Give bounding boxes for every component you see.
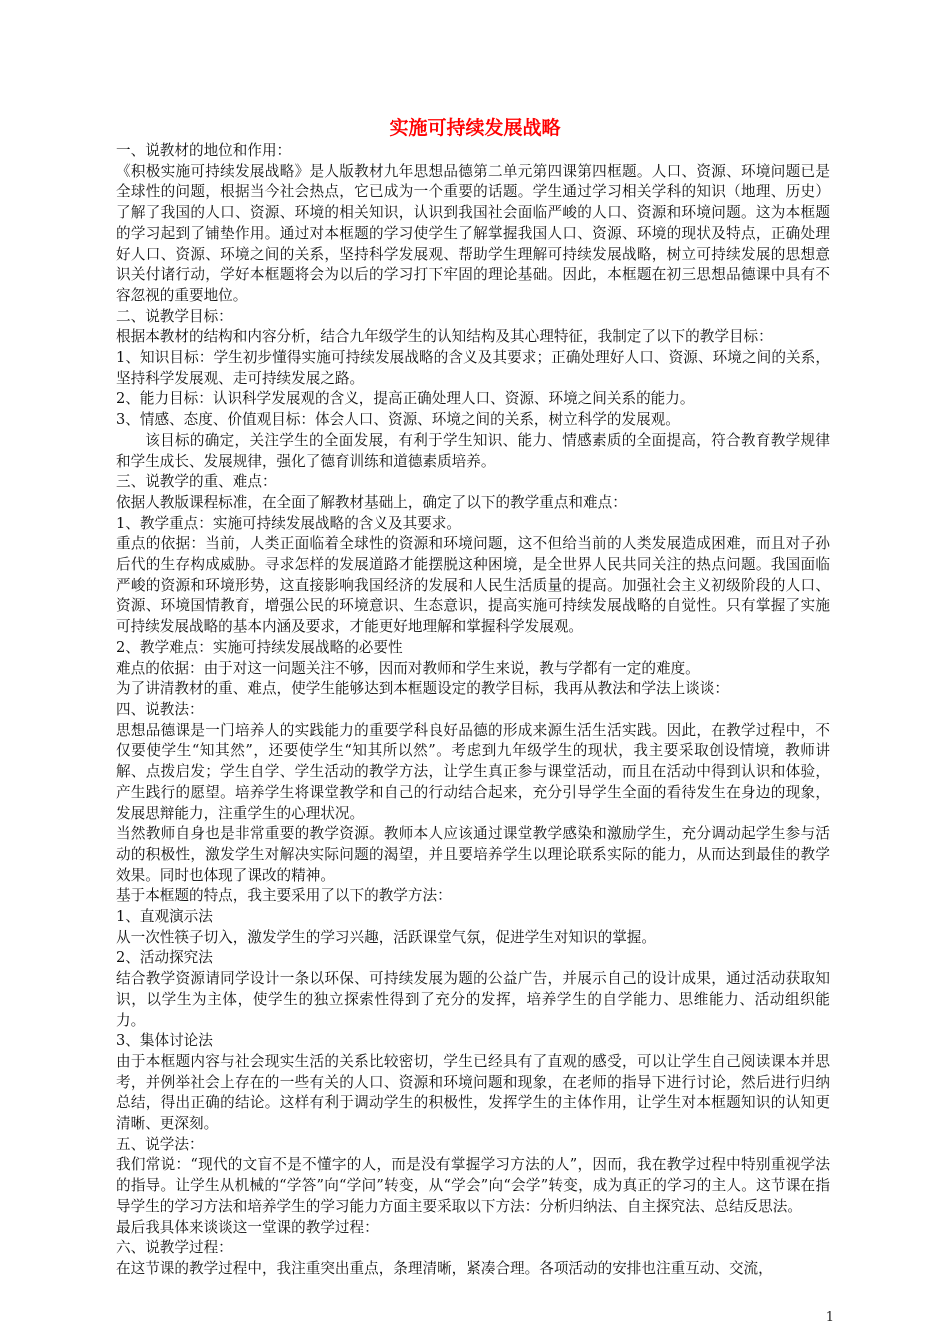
paragraph: 最后我具体来谈谈这一堂课的教学过程：	[116, 1218, 379, 1236]
paragraph: 《积极实施可持续发展战略》是人版教材九年思想品德第二单元第四课第四框题。人口、资源、环境问题已是全球性的问题，根据当今社会热点，它已成为一个重要的话题。学生通过学习相关学科的知识（地理、历史）了解了我国的人口、资源、环境的相关知识，认识到我国社会面临严峻的人口、资源和环境问题。这为本框题的学习起到了铺垫作用。通过对本框题的学习使学生了解掌握我国人口、资源、环境的现状及特点，正确处理好人口、资源、环境之间的关系，坚持科学发展观、帮助学生理解可持续发展战略，树立可持续发展的思想意识关付诸行动，学好本框题将会为以后的学习打下牢固的理论基础。因此，本框题在初三思想品德课中具有不容忽视的重要地位。	[116, 162, 830, 304]
section-heading: 一、说教材的地位和作用：	[116, 142, 292, 159]
page-title: 实施可持续发展战略	[389, 117, 561, 139]
paragraph: 当然教师自身也是非常重要的教学资源。教师本人应该通过课堂教学感染和激励学生，充分调动起学生参与活动的积极性，激发学生对解决实际问题的渴望，并且要培养学生以理论联系实际的能力，从而达到最佳的教学效果。同时也体现了课改的精神。	[116, 825, 830, 884]
paragraph: 依据人教版课程标准，在全面了解教材基础上，确定了以下的教学重点和难点：	[116, 493, 627, 511]
paragraph: 根据本教材的结构和内容分析，结合九年级学生的认知结构及其心理特征，我制定了以下的教学目标：	[116, 328, 773, 346]
paragraph: 基于本框题的特点，我主要采用了以下的教学方法：	[116, 887, 452, 905]
paragraph: 重点的依据：当前，人类正面临着全球性的资源和环境问题，这不但给当前的人类发展造成困难，而且对子孙后代的生存构成威胁。寻求怎样的发展道路才能摆脱这种困境，是全世界人民共同关注的热点问题。我国面临严峻的资源和环境形势，这直接影响我国经济的发展和人民生活质量的提高。加强社会主义初级阶段的人口、资源、环境国情教育，增强公民的环境意识、生态意识，提高实施可持续发展战略的自觉性。只有掌握了实施可持续发展战略的基本内涵及要求，才能更好地理解和掌握科学发展观。	[116, 535, 830, 636]
paragraph: 该目标的确定，关注学生的全面发展，有利于学生知识、能力、情感素质的全面提高，符合教育教学规律和学生成长、发展规律，强化了德育训练和道德素质培养。	[116, 431, 830, 470]
section-heading: 五、说学法：	[116, 1135, 204, 1153]
paragraph: 由于本框题内容与社会现实生活的关系比较密切，学生已经具有了直观的感受，可以让学生自己阅读课本并思考，并例举社会上存在的一些有关的人口、资源和环境问题和现象，在老师的指导下进行讨论，然后进行归纳总结，得出正确的结论。这样有利于调动学生的积极性，发挥学生的主体作用，让学生对本框题知识的认知更清晰、更深刻。	[116, 1052, 830, 1133]
paragraph: 为了讲清教材的重、难点，使学生能够达到本框题设定的教学目标，我再从教法和学法上谈谈：	[116, 680, 729, 698]
subheading: 1、直观演示法	[116, 908, 213, 926]
paragraph: 1、知识目标：学生初步懂得实施可持续发展战略的含义及其要求；正确处理好人口、资源、环境之间的关系，坚持科学发展观、走可持续发展之路。	[116, 349, 830, 387]
paragraph: 思想品德课是一门培养人的实践能力的重要学科良好品德的形成来源生活生活实践。因此，在教学过程中，不仅要使学生“知其然”，还要使学生“知其所以然”。考虑到九年级学生的现状，我主要采取创设情境，教师讲解、点拨启发；学生自学、学生活动的教学方法，让学生真正参与课堂活动，而且在活动中得到认识和体验，产生践行的愿望。培养学生将课堂教学和自己的行动结合起来，充分引导学生全面的看待发生在身边的现象，发展思辩能力，注重学生的心理状况。	[116, 721, 830, 822]
section-heading: 二、说教学目标：	[116, 307, 233, 325]
paragraph: 3、情感、态度、价值观目标：体会人口、资源、环境之间的关系，树立科学的发展观。	[116, 411, 680, 429]
section-heading: 六、说教学过程：	[116, 1239, 233, 1257]
subheading: 3、集体讨论法	[116, 1032, 213, 1050]
paragraph: 难点的依据：由于对这一问题关注不够，因而对教师和学生来说，教与学都有一定的难度。	[116, 659, 700, 677]
paragraph: 1、教学重点：实施可持续发展战略的含义及其要求。	[116, 514, 461, 532]
paragraph: 我们常说：“现代的文盲不是不懂字的人，而是没有掌握学习方法的人”，因而，我在教学过程中特别重视学法的指导。让学生从机械的“学答”向“学问”转变，从“学会”向“会学”转变，成为真正的学习的主人。这节课在指导学生的学习方法和培养学生的学习能力方面主要采取以下方法：分析归纳法、自主探究法、总结反思法。	[116, 1156, 830, 1215]
section-heading: 三、说教学的重、难点：	[116, 473, 277, 491]
paragraph: 2、教学难点：实施可持续发展战略的必要性	[116, 638, 403, 656]
paragraph: 在这节课的教学过程中，我注重突出重点，条理清晰，紧凑合理。各项活动的安排也注重互动、交流，	[116, 1259, 773, 1277]
document-body	[116, 141, 830, 1280]
section-heading: 四、说教法：	[116, 700, 204, 718]
page-number: 1	[825, 1310, 834, 1325]
subheading: 2、活动探究法	[116, 949, 213, 967]
paragraph: 2、能力目标：认识科学发展观的含义，提高正确处理人口、资源、环境之间关系的能力。	[116, 390, 695, 408]
paragraph: 从一次性筷子切入，激发学生的学习兴趣，活跃课堂气氛，促进学生对知识的掌握。	[116, 928, 656, 946]
paragraph: 结合教学资源请同学设计一条以环保、可持续发展为题的公益广告，并展示自己的设计成果，通过活动获取知识，以学生为主体，使学生的独立探索性得到了充分的发挥，培养学生的自学能力、思维能力、活动组织能力。	[116, 970, 830, 1029]
